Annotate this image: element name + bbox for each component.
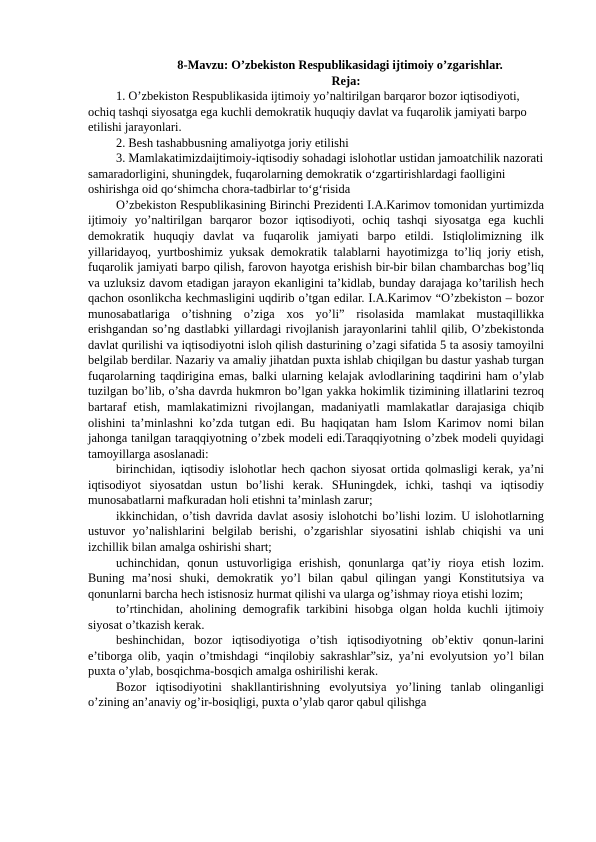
plan-item-2: 2. Besh tashabbusning amaliyotga joriy etilishi <box>116 135 349 150</box>
principle-fifth: beshinchidan, bozor iqtisodiyotiga o’tish iqtisodiyotning ob’ektiv qonun-larini e’tiborga olib, yaqin o’tmishdagi “inqilobiy sakrashlar”siz, ya’ni evolyutsion yo’l bilan puxta o’ylab, bosqichma-bosqich amalga oshirilishi kerak. <box>88 633 544 679</box>
document-page <box>88 58 544 711</box>
plan-heading: Reja: <box>331 73 361 88</box>
plan-item-3: 3. Mamlakatimizdaijtimoiy-iqtisodiy sohadagi islohotlar ustidan jamoatchilik nazorati samaradorligini, shuningdek, fuqarolarning demokratik o‘zgartirishlardagi faolligini oshirishga oid qo‘shimcha chora-tadbirlar to‘g‘risida <box>88 151 544 197</box>
principle-third: uchinchidan, qonun ustuvorligiga erishish, qonunlarga qat’iy rioya etish lozim. Buning ma’nosi shuki, demokratik yo’l bilan qabul qilingan yangi Konstitutsiya va qonunlarni barcha hech istisnosiz hurmat qilishi va ularga og’ishmay rioya etishi lozim; <box>88 555 544 601</box>
principle-second: ikkinchidan, o’tish davrida davlat asosiy islohotchi bo’lishi lozim. U islohotlarning ustuvor yo’nalishlarini belgilab berishi, o’zgarishlar siyosatini ishlab chiqishi va uni izchillik bilan amalga oshirishi shart; <box>88 508 544 554</box>
plan-item-1: 1. O’zbekiston Respublikasida ijtimoiy yo’naltirilgan barqaror bozor iqtisodiyoti, ochiq tashqi siyosatga ega kuchli demokratik huquqiy davlat va fuqarolik jamiyati barpo etilishi jarayonlari. <box>88 89 527 135</box>
document-title: 8-Mavzu: O’zbekiston Respublikasidagi ijtimoiy o’zgarishlar. <box>177 58 503 72</box>
principle-first: birinchidan, iqtisodiy islohotlar hech qachon siyosat ortida qolmasligi kerak, ya’ni iqtisodiyot siyosatdan ustun bo’lishi kerak. SHuningdek, ichki, tashqi va iqtisodiy munosabatlarni mafkuradan holi etishni ta’minlash zarur; <box>88 462 544 508</box>
body-paragraph-intro: O’zbekiston Respublikasining Birinchi Prezidenti I.A.Karimov tomonidan yurtimizda ijtimoiy yo’naltirilgan barqaror bozor iqtisodiyoti, ochiq tashqi siyosatga ega kuchli demokratik huquqiy davlat va fuqarolik jamiyati barpo etildi. Istiqlolimizning ilk yillaridayoq, yurtboshimiz yuksak demokratik talablarni hayotimizga to’liq joriy etish, fuqarolik jamiyati barpo qilish, farovon hayotga erishish bir-bir bilan chambarchas bog’liq va uzluksiz davom etadigan jarayon ekanligini ta’kidlab, bunday darajaga ko’tarilish hech qachon osonlikcha kechmasligini uqdirib o’tgan edilar. I.A.Karimov “O’zbekiston – bozor munosabatlariga o’tishning o’ziga xos yo’li” risolasida mamlakat mustaqillikka erishgandan so’ng dastlabki yillardagi rivojlanish jarayonlarini tahlil qilib, O’zbekistonda davlat qurilishi va iqtisodiyotni isloh qilish dasturining o’zagi sifatida 5 ta asosiy tamoyilni belgilab berdilar. Nazariy va amaliy jihatdan puxta ishlab chiqilgan bu dastur yashab turgan fuqarolarning taqdirigina emas, balki ularning kelajak avlodlarining taqdirini ham o’ylab tuzilgan bo’lib, o’sha davrda hukmron bo’lgan yakka hokimlik tizimining illatlarini tezroq bartaraf etish, mamlakatimizni rivojlangan, madaniyatli mamlakatlar darajasiga chiqib olishini ta’minlashni ko’zda tutgan edi. Bu haqiqatan ham Islom Karimov nomi bilan jahonga tanilgan taraqqiyotning o’zbek modeli edi.Taraqqiyotning o’zbek modeli quyidagi tamoyillarga asoslanadi: <box>88 197 544 461</box>
body-paragraph-closing: Bozor iqtisodiyotini shakllantirishning evolyutsiya yo’lining tanlab olinganligi o’zining an’anaviy og’ir-bosiqligi, puxta o’ylab qaror qabul qilishga <box>88 679 544 710</box>
principle-fourth: to’rtinchidan, aholining demografik tarkibini hisobga olgan holda kuchli ijtimoiy siyosat o’tkazish kerak. <box>88 602 544 632</box>
